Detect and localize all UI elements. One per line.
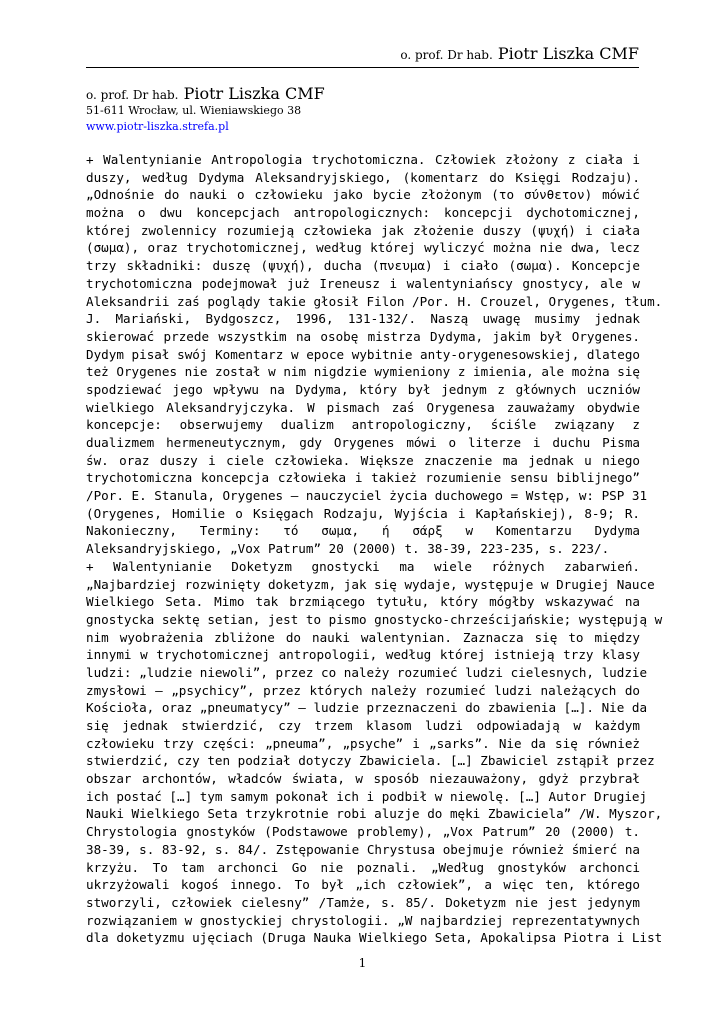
text-line: skierować przede wszystkim na osobę mistrza Dydyma, jakim był Orygenes. [86, 328, 640, 344]
text-line: też Orygenes nie został w nim nigdzie wymieniony z imienia, ale można się [86, 364, 640, 380]
text-line: Kościoła, oraz „pneumatycy” – ludzie przeznaczeni do zbawienia […]. Nie da [86, 700, 648, 716]
text-line: stwierdzić, czy ten podział dotyczy Zbawiciela. […] Zbawiciel zstąpił przez [86, 753, 655, 769]
header-author-name: Piotr Liszka CMF [497, 44, 639, 63]
text-line: Aleksandrii zaś poglądy takie głosił Filon /Por. H. Crouzel, Orygenes, tłum. [86, 293, 663, 309]
author-line [86, 86, 325, 103]
text-line: zmysłowi – „psychicy”, przez których należy rozumieć ludzi należących do [86, 682, 640, 698]
author-address-block [86, 86, 325, 135]
author-website-link[interactable]: www.piotr-liszka.strefa.pl [86, 120, 229, 133]
header-title-prefix: o. prof. Dr hab. [400, 48, 493, 62]
text-line: dualizmem hermeneutycznym, gdy Orygenes mówi o literze i duchu Pisma [86, 435, 640, 450]
text-line: + Walentynianie Doketyzm gnostycki ma wiele różnych zabarwień. [86, 558, 640, 574]
text-line: innymi w trychotomicznej antropologii, według której istnieją trzy klasy [86, 647, 640, 663]
text-line: Nakonieczny, Terminy: τό σωμα, ή σάρξ w Komentarzu Dydyma [86, 523, 640, 539]
text-line: ludzi: „ludzie niewoli”, przez co należy rozumieć ludzi cielesnych, ludzie [86, 664, 648, 680]
text-line: „Odnośnie do nauki o człowieku jako bycie złożonym (το σύνθετον) mówić [86, 187, 640, 203]
text-line: koncepcje: obserwujemy dualizm antropologiczny, ściśle związany z [86, 417, 640, 433]
text-line: „Najbardziej rozwinięty doketyzm, jak się wydaje, występuje w Drugiej Nauce [86, 576, 655, 592]
author-name: Piotr Liszka CMF [183, 84, 325, 103]
text-line: spodziewać jego wpływu na Dydyma, który był jednym z głównych uczniów [86, 381, 640, 397]
text-line: J. Mariański, Bydgoszcz, 1996, 131-132/. Naszą uwagę musimy jednak [86, 311, 640, 327]
text-line: rozwiązaniem w gnostyckiej chrystologii. „W najbardziej reprezentatywnych [86, 912, 640, 928]
running-header [400, 44, 639, 63]
text-line: (Orygenes, Homilie o Księgach Rodzaju, Wyjścia i Kapłańskiej), 8-9; R. [86, 505, 640, 521]
text-line: trzy składniki: duszę (ψυχή), ducha (πνευμα) i ciało (σωμα). Koncepcje [86, 258, 640, 274]
text-line: trychotomiczna koncepcja człowieka i takież rozumienie sensu biblijnego” [86, 470, 640, 486]
main-text [86, 151, 663, 947]
text-line: nim wyobrażenia zbliżone do nauki walentynian. Zaznacza się to między [86, 629, 640, 645]
text-line: Dydym pisał swój Komentarz w epoce wybitnie anty-orygenesowskiej, dlatego [86, 346, 640, 362]
text-line: się jednak stwierdzić, czy trzem klasom ludzi odpowiadają w każdym [86, 718, 640, 733]
text-line: ich postać […] tym samym pokonał ich i podbił w niewolę. […] Autor Drugiej [86, 788, 648, 804]
text-line: ukrzyżowali kogoś innego. To był „ich człowiek”, a więc ten, którego [86, 877, 640, 893]
text-line: której zwolennicy rozumieją człowieka jak złożenie duszy (ψυχή) i ciała [86, 222, 640, 238]
text-line: dla doketyzmu ujęciach (Druga Nauka Wielkiego Seta, Apokalipsa Piotra i List [86, 930, 663, 946]
text-line: 38-39, s. 83-92, s. 84/. Zstępowanie Chrystusa obejmuje również śmierć na [86, 841, 640, 857]
author-street: 51-611 Wrocław, ul. Wieniawskiego 38 [86, 104, 302, 117]
text-line: Nauki Wielkiego Seta trzykrotnie robi aluzje do męki Zbawiciela” /W. Myszor, [86, 806, 663, 822]
text-line: św. oraz duszy i ciele człowieka. Większe znaczenie ma jednak u niego [86, 452, 640, 468]
text-line: obszar archontów, władców świata, w sposób niezauważony, gdyż przybrał [86, 771, 640, 787]
text-line: stworzyli, człowiek cielesny” /Tamże, s. 85/. Doketyzm nie jest jedynym [86, 894, 640, 910]
text-line: + Walentynianie Antropologia trychotomiczna. Człowiek złożony z ciała i [86, 152, 640, 167]
text-line: człowieku trzy części: „pneuma”, „psyche” i „sarks”. Nie da się również [86, 735, 640, 751]
text-line: duszy, według Dydyma Aleksandryjskiego, (komentarz do Księgi Rodzaju). [86, 169, 640, 185]
text-line: /Por. E. Stanula, Orygenes – nauczyciel życia duchowego = Wstęp, w: PSP 31 [86, 488, 648, 504]
text-line: Aleksandryjskiego, „Vox Patrum” 20 (2000) t. 38-39, 223-235, s. 223/. [86, 541, 610, 557]
text-line: Chrystologia gnostyków (Podstawowe problemy), „Vox Patrum” 20 (2000) t. [86, 824, 640, 840]
author-title-prefix: o. prof. Dr hab. [86, 88, 179, 102]
text-line: Wielkiego Seta. Mimo tak brzmiącego tytułu, który mógłby wskazywać na [86, 594, 640, 610]
page-number: 1 [358, 956, 367, 970]
text-line: można o dwu koncepcjach antropologicznych: koncepcji dychotomicznej, [86, 205, 640, 221]
text-line: gnostycka sektę setian, jest to pismo gnostycko-chrześcijańskie; występują w [86, 611, 663, 627]
text-line: krzyżu. To tam archonci Go nie poznali. „Według gnostyków archonci [86, 859, 640, 875]
text-line: trychotomiczna podejmował już Ireneusz i walentyniańscy gnostycy, ale w [86, 275, 640, 291]
text-line: wielkiego Aleksandryjczyka. W pismach zaś Orygenesa zauważamy obydwie [86, 399, 640, 415]
text-line: (σωμα), oraz trychotomicznej, według której wyliczyć można nie dwa, lecz [86, 240, 640, 256]
header-rule [86, 67, 639, 68]
